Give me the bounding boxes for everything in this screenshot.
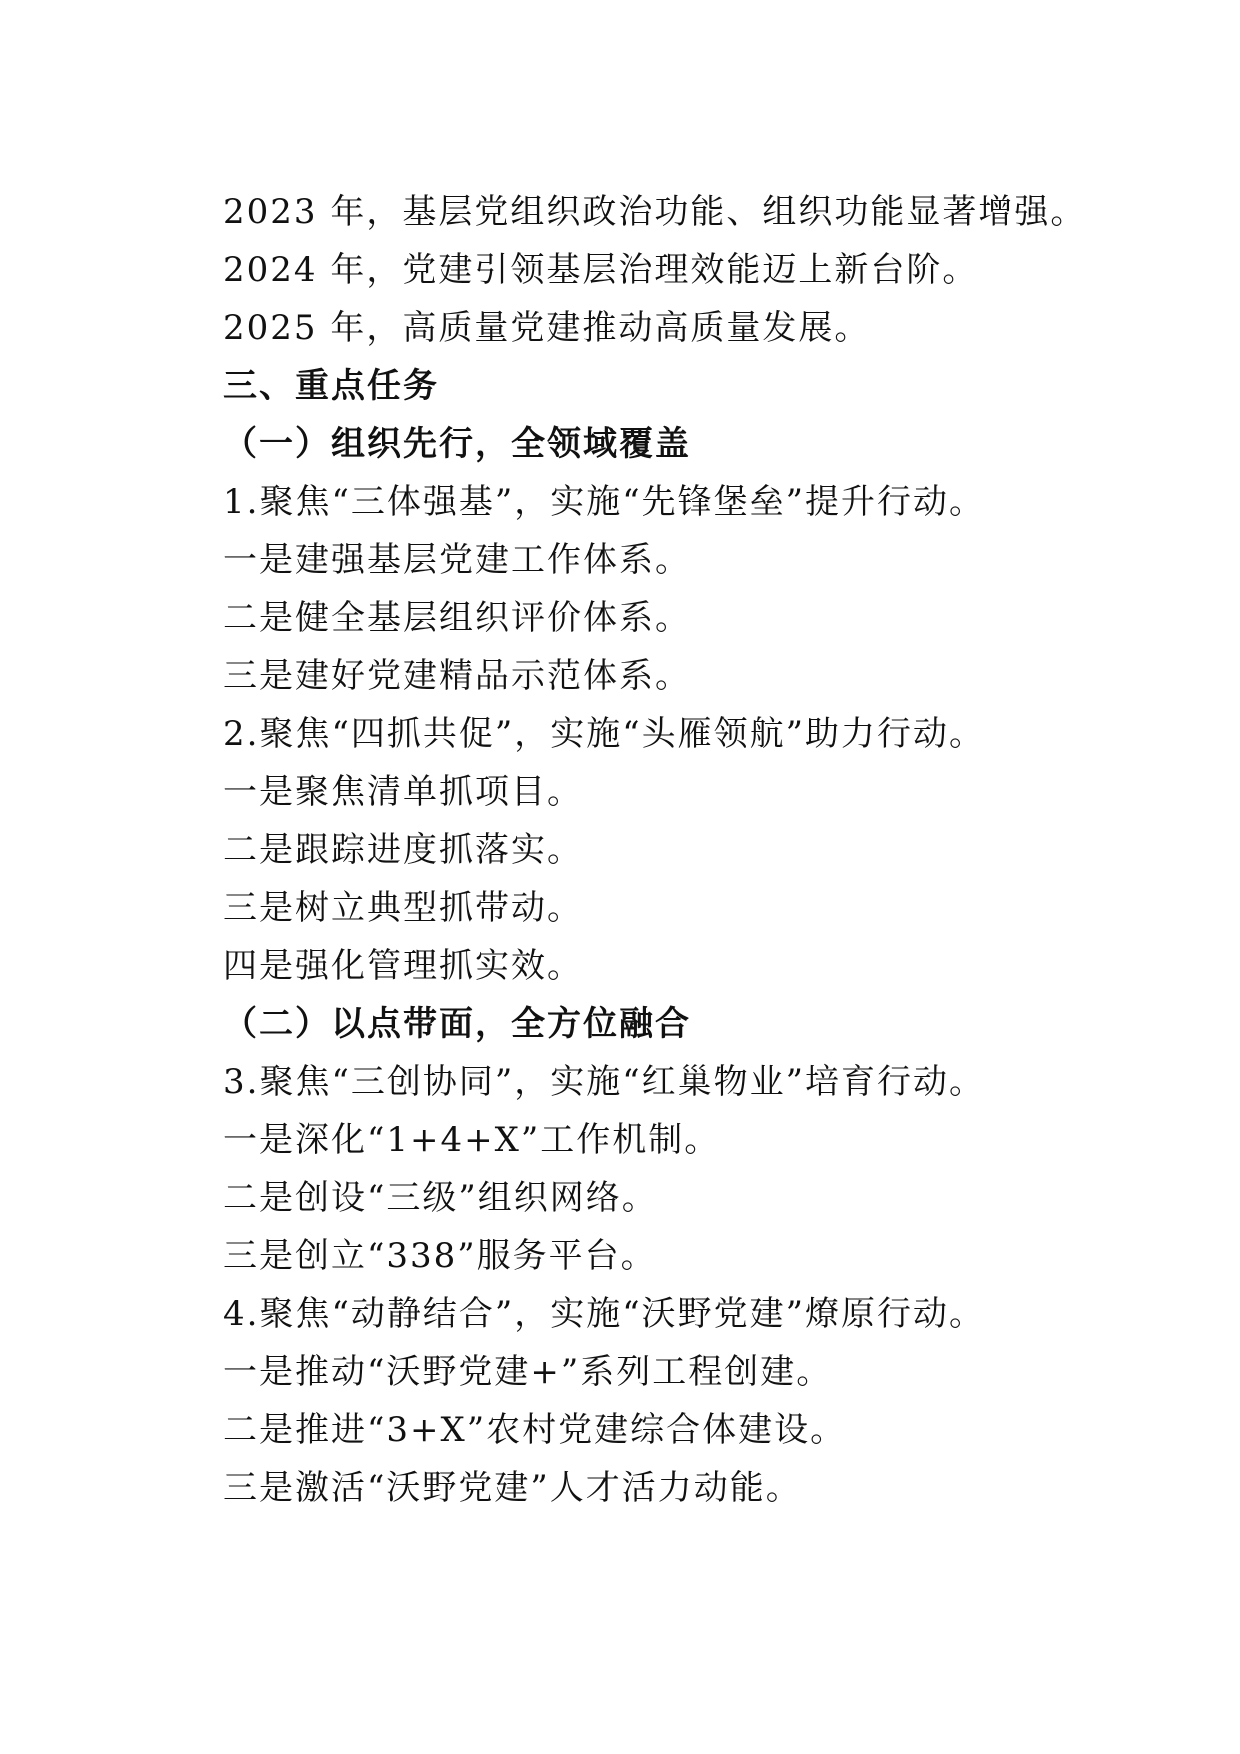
task-subitem: 二是推进“3+X”农村党建综合体建设。: [223, 1410, 847, 1450]
task-item-1: 1.聚焦“三体强基”，实施“先锋堡垒”提升行动。: [223, 482, 985, 522]
task-subitem: 三是建好党建精品示范体系。: [223, 656, 691, 696]
task-subitem: 一是聚焦清单抓项目。: [223, 772, 583, 812]
task-item-2: 2.聚焦“四抓共促”，实施“头雁领航”助力行动。: [223, 714, 985, 754]
task-subitem: 二是健全基层组织评价体系。: [223, 598, 691, 638]
task-item-3: 3.聚焦“三创协同”，实施“红巢物业”培育行动。: [223, 1062, 985, 1102]
task-item-4: 4.聚焦“动静结合”，实施“沃野党建”燎原行动。: [223, 1294, 985, 1334]
task-subitem: 一是深化“1+4+X”工作机制。: [223, 1120, 721, 1160]
task-subitem: 三是创立“338”服务平台。: [223, 1236, 657, 1276]
subsection-heading-1: （一）组织先行，全领域覆盖: [223, 424, 691, 464]
task-subitem: 三是树立典型抓带动。: [223, 888, 583, 928]
task-subitem: 一是推动“沃野党建+”系列工程创建。: [223, 1352, 833, 1392]
task-subitem: 二是跟踪进度抓落实。: [223, 830, 583, 870]
text-line-2024: 2024 年，党建引领基层治理效能迈上新台阶。: [223, 250, 979, 290]
text-line-2023: 2023 年，基层党组织政治功能、组织功能显著增强。: [223, 192, 1087, 232]
task-subitem: 四是强化管理抓实效。: [223, 946, 583, 986]
task-subitem: 三是激活“沃野党建”人才活力动能。: [223, 1468, 802, 1508]
text-line-2025: 2025 年，高质量党建推动高质量发展。: [223, 308, 871, 348]
task-subitem: 一是建强基层党建工作体系。: [223, 540, 691, 580]
subsection-heading-2: （二）以点带面，全方位融合: [223, 1004, 691, 1044]
section-heading: 三、重点任务: [223, 366, 439, 406]
task-subitem: 二是创设“三级”组织网络。: [223, 1178, 658, 1218]
